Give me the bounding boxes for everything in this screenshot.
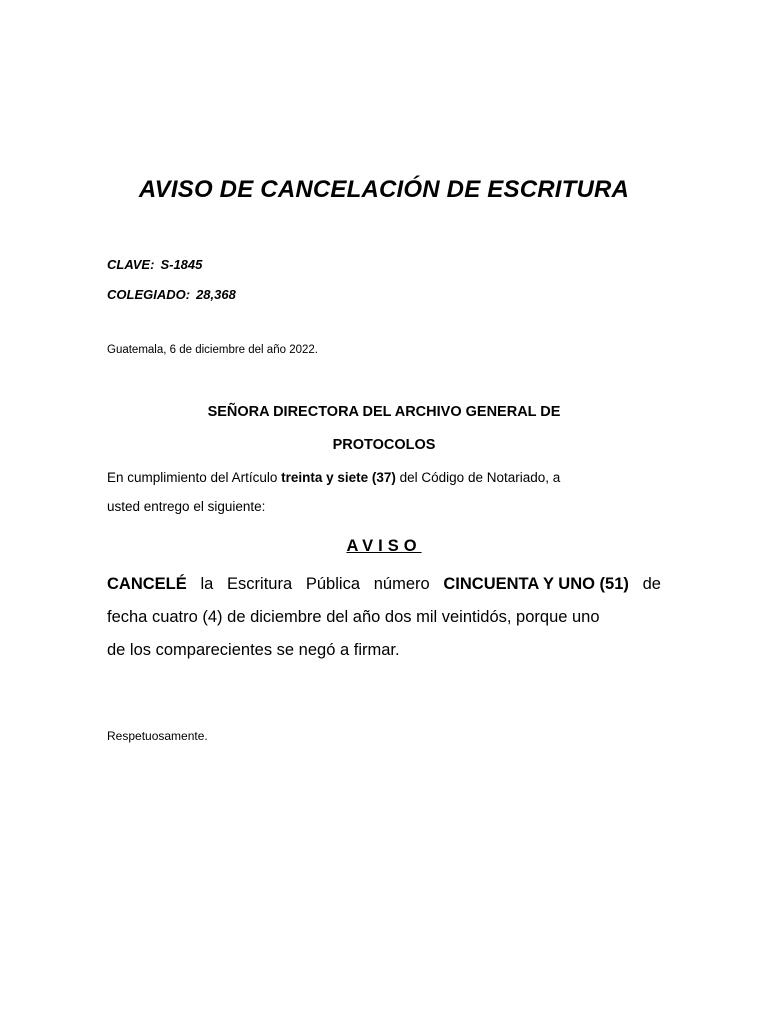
body-line-2: fecha cuatro (4) de diciembre del año dos mil veintidós, porque uno <box>107 608 600 626</box>
clave-label: CLAVE: <box>107 257 155 272</box>
body-word-cancele: CANCELÉ <box>107 575 187 593</box>
document-title: AVISO DE CANCELACIÓN DE ESCRITURA <box>138 176 630 203</box>
intro-text-post: del Código de Notariado, a <box>395 470 561 485</box>
body-line-1 <box>107 575 661 594</box>
body-deed-number: CINCUENTA Y UNO (51) <box>443 575 629 593</box>
clave-value: S-1845 <box>160 257 203 272</box>
intro-line-2: usted entrego el siguiente: <box>107 499 266 514</box>
body-word-publica: Pública <box>305 575 360 593</box>
colegiado-line <box>107 287 236 302</box>
body-line-3: de los comparecientes se negó a firmar. <box>107 641 400 659</box>
clave-line <box>107 257 202 272</box>
addressee-line-2: PROTOCOLOS <box>332 437 436 453</box>
intro-line-1 <box>107 463 667 492</box>
date-line: Guatemala, 6 de diciembre del año 2022. <box>107 344 318 356</box>
body-word-escritura: Escritura <box>227 575 293 593</box>
body-word-la: la <box>200 575 214 593</box>
aviso-heading: AVISO <box>346 537 422 555</box>
intro-text-pre: En cumplimiento del Artículo <box>107 470 282 485</box>
colegiado-value: 28,368 <box>196 287 236 302</box>
body-word-de: de <box>642 575 661 593</box>
closing-line: Respetuosamente. <box>107 729 208 743</box>
body-word-numero: número <box>373 575 430 593</box>
addressee-line-1: SEÑORA DIRECTORA DEL ARCHIVO GENERAL DE <box>207 404 561 420</box>
colegiado-label: COLEGIADO: <box>107 287 191 302</box>
intro-article-number: treinta y siete (37) <box>281 470 396 485</box>
